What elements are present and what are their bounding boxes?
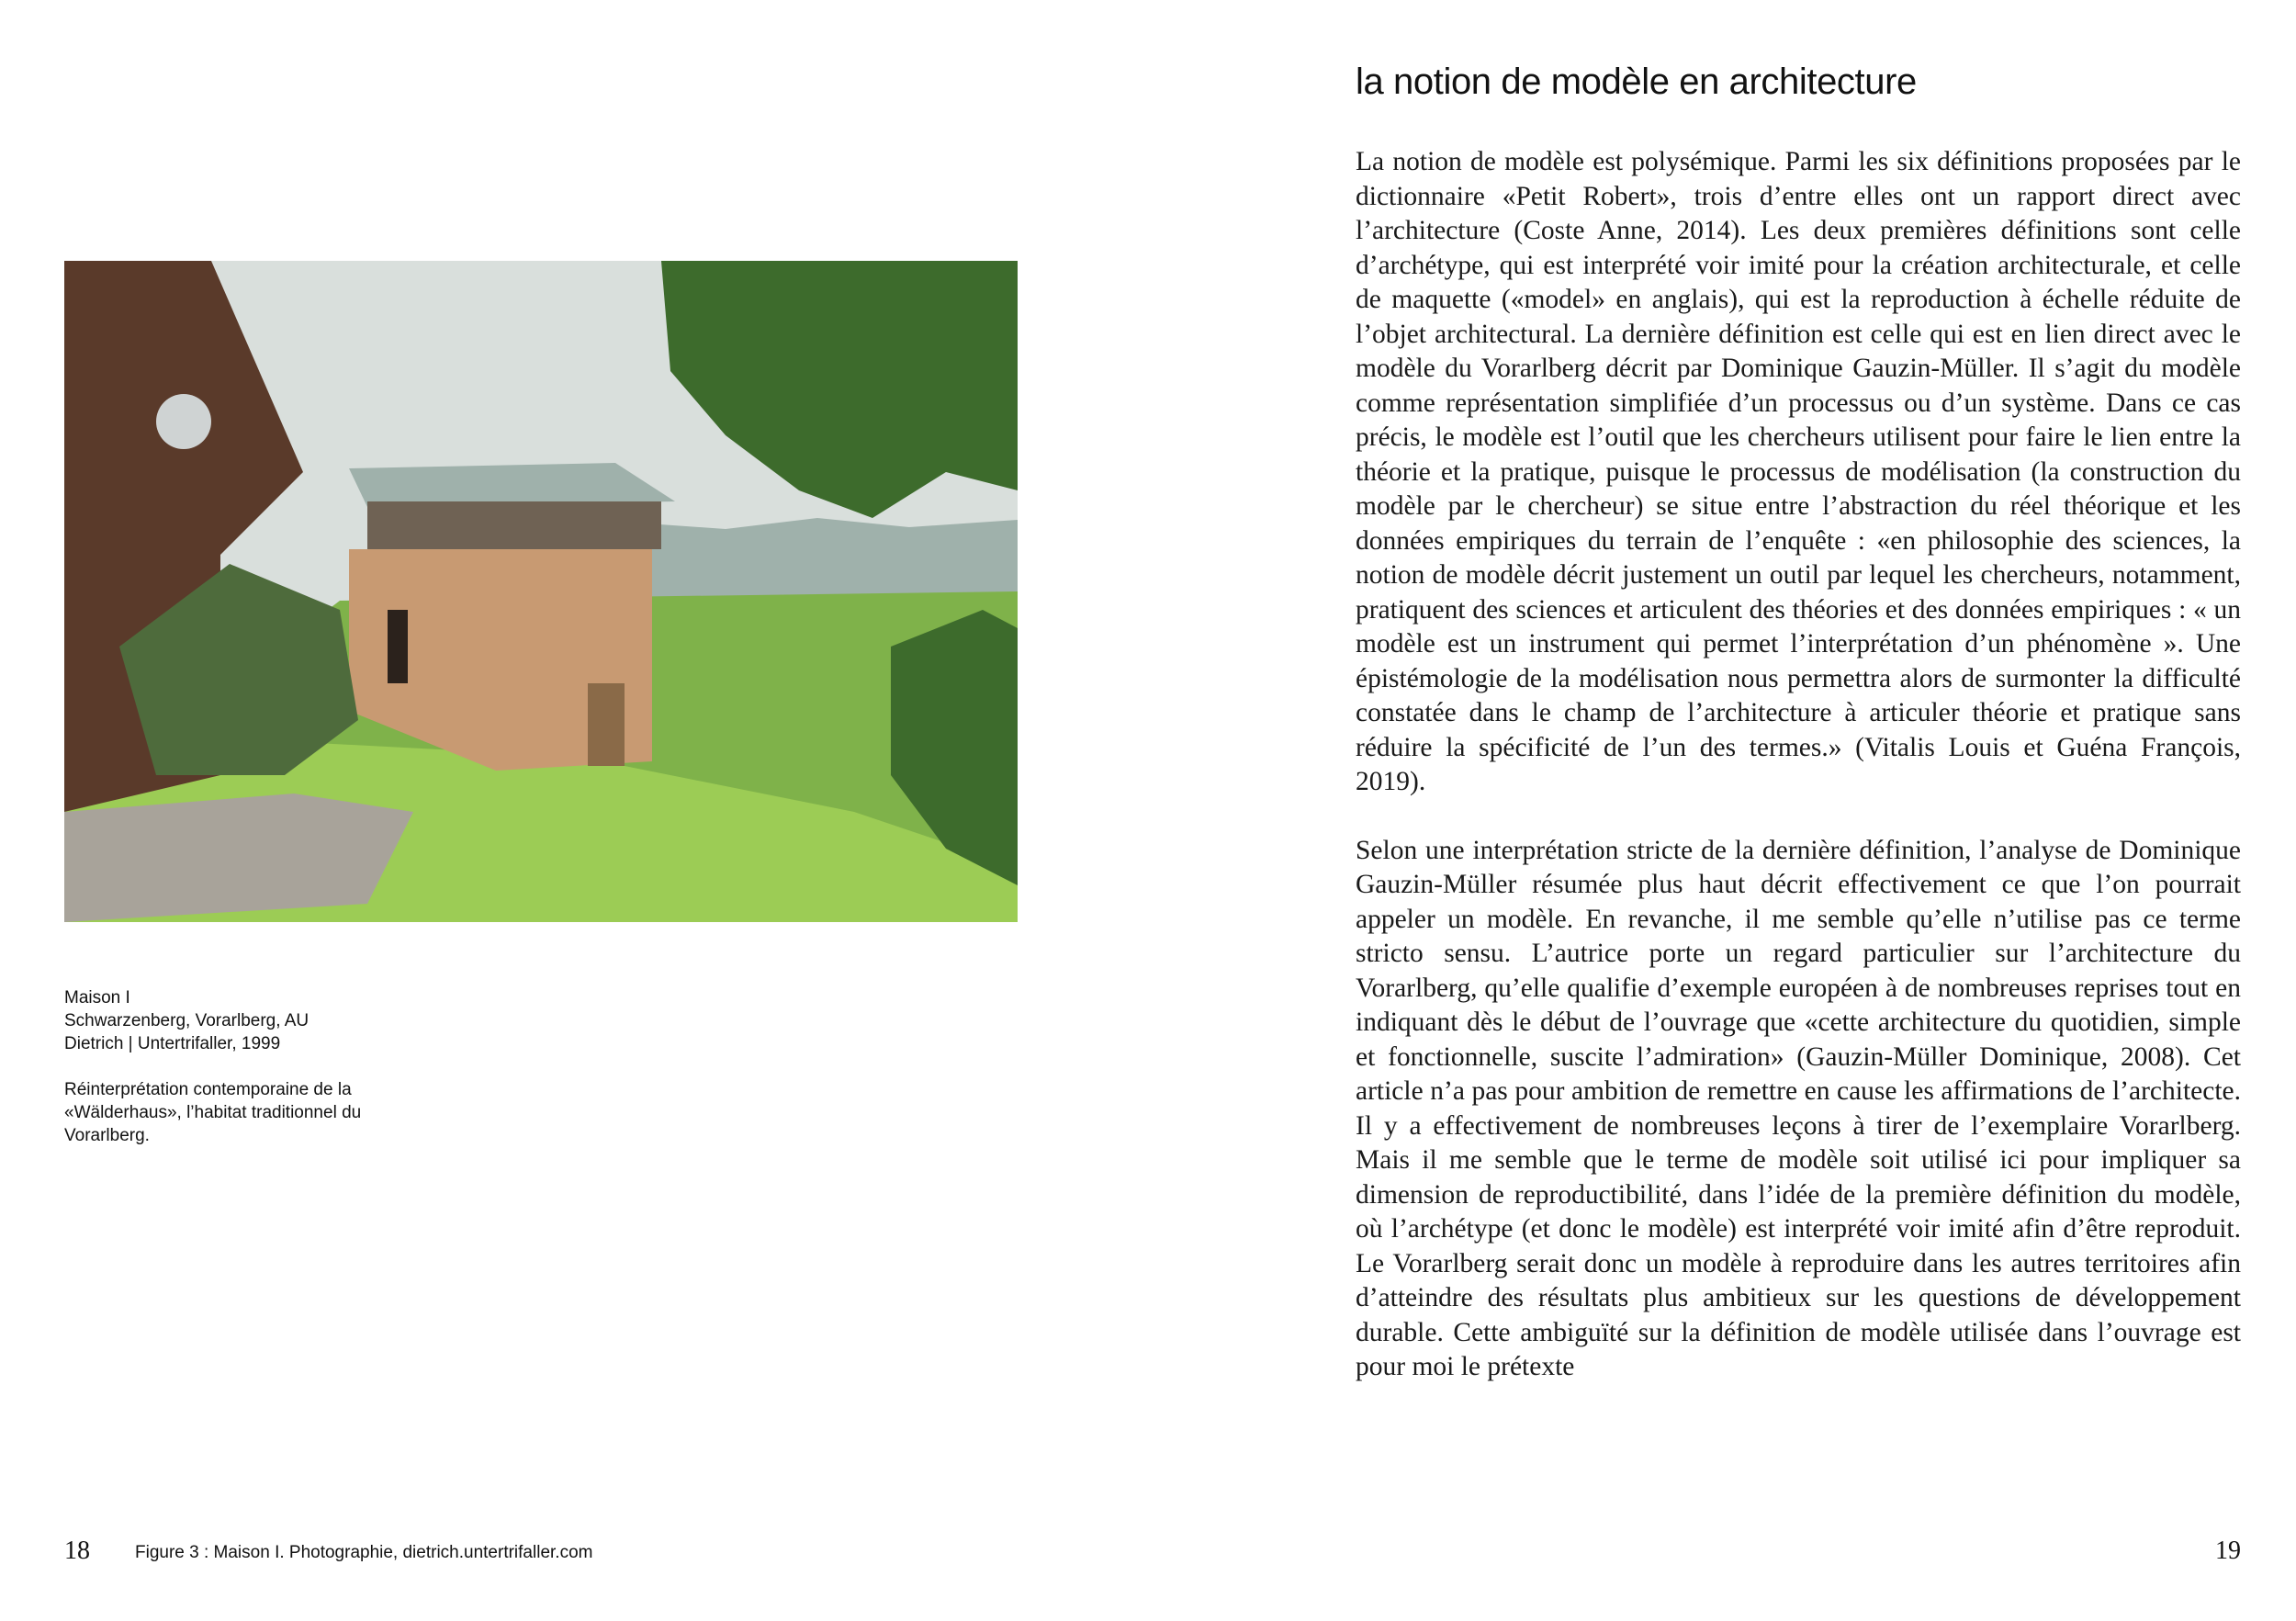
maison-i-photo xyxy=(64,261,1018,922)
figure-photograph xyxy=(64,261,1018,922)
paragraph-1: La notion de modèle est polysémique. Parmi les six définitions proposées par le dictionnaire «Petit Robert», trois d’entre elles ont un rapport direct avec l’architecture (Coste Anne, 2014). Les deux premières définitions sont celle d’archétype, qui est interprété voir imité pour la création architecturale, et celle de maquette («model» en anglais), qui est la reproduction à échelle réduite de l’objet architectural. La dernière définition est celle qui est en lien direct avec le modèle du Vorarlberg décrit par Dominique Gauzin-Müller. Il s’agit du modèle comme représentation simplifiée d’un processus ou d’un système. Dans ce cas précis, le modèle est l’outil que les chercheurs utilisent pour faire le lien entre la théorie et la pratique, puisque le processus de modélisation (la construction du modèle par le chercheur) se situe entre l’abstraction du réel théorique et les données empiriques du terrain de l’enquête : «en philosophie des sciences, la notion de modèle décrit justement un outil par lequel les chercheurs, notamment, pratiquent des sciences et articulent des théories et des données empiriques : « un modèle est un instrument qui permet l’interprétation d’un phénomène ». Une épistémologie de la modélisation nous permettra alors de surmonter la difficulté constatée dans le champ de l’architecture à articuler théorie et pratique sans réduire la spécificité de l’un des termes.» (Vitalis Louis et Guéna François, 2019). xyxy=(1356,147,2241,796)
photo-new-house-door xyxy=(588,683,625,766)
photo-satellite-dish xyxy=(156,394,211,449)
figure-caption xyxy=(64,986,432,1147)
article-title: la notion de modèle en architecture xyxy=(1356,62,1917,102)
photo-new-house-gallery xyxy=(367,501,661,549)
figure-credit: Figure 3 : Maison I. Photographie, dietrich.untertrifaller.com xyxy=(135,1543,593,1562)
right-page xyxy=(1148,0,2296,1621)
page-number-right: 19 xyxy=(2215,1537,2241,1565)
page-number-left: 18 xyxy=(64,1537,90,1565)
caption-description: Réinterprétation contemporaine de la «Wälderhaus», l’habitat traditionnel du Vorarlberg. xyxy=(64,1080,362,1145)
caption-location: Schwarzenberg, Vorarlberg, AU xyxy=(64,1011,310,1030)
caption-authors: Dietrich | Untertrifaller, 1999 xyxy=(64,1034,281,1053)
article xyxy=(1356,59,2241,1385)
photo-stone-terrace xyxy=(64,794,413,922)
caption-title: Maison I xyxy=(64,988,130,1007)
paragraph-2: Selon une interprétation stricte de la dernière définition, l’analyse de Dominique Gauzin-Müller résumée plus haut décrit effectivement ce que l’on pourrait appeler un modèle. En revanche, il me semble qu’elle n’utilise pas ce terme stricto sensu. L’autrice porte un regard particulier sur l’architecture du Vorarlberg, qu’elle qualifie d’exemple européen à de nombreuses reprises tout en indiquant dès le début de l’ouvrage que «cette architecture du quotidien, simple et fonctionnelle, suscite l’admiration» (Gauzin-Müller Dominique, 2008). Cet article n’a pas pour ambition de remettre en cause les affirmations de l’architecte. Il y a effectivement de nombreuses leçons à tirer de l’exemplaire Vorarlberg. Mais il me semble que le terme de modèle soit utilisé ici pour impliquer sa dimension de reproductibilité, dans l’idée de la première définition du modèle, où l’archétype (et donc le modèle) est interprété voir imité afin d’être reproduit. Le Vorarlberg serait donc un modèle à reproduire dans les autres territoires afin d’atteindre des résultats plus ambitieux sur les questions de développement durable. Cette ambiguïté sur la définition de modèle utilisée dans l’ouvrage est pour moi le prétexte xyxy=(1356,835,2241,1381)
photo-new-house-window xyxy=(388,610,408,683)
